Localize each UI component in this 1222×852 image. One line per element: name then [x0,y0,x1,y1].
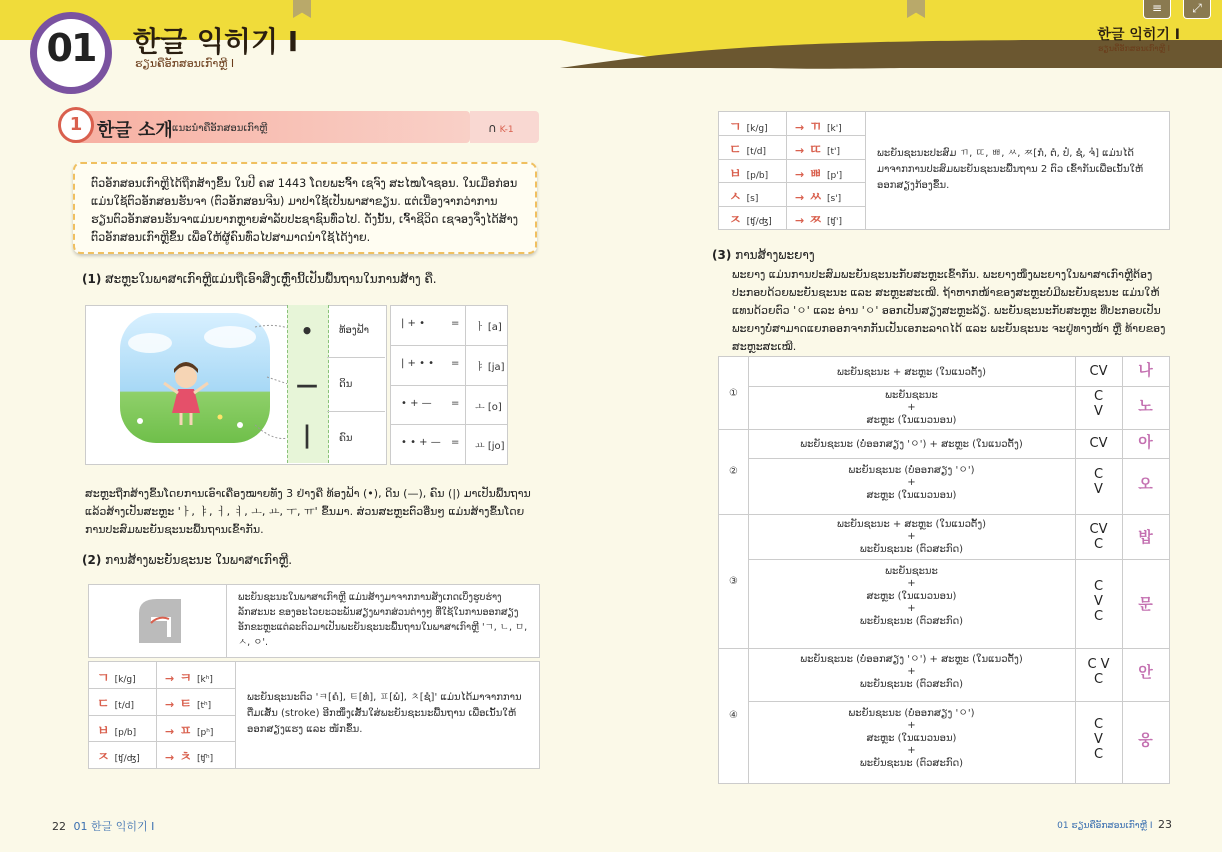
left-footer [52,818,154,834]
divider [391,385,507,386]
syllable-pattern [1075,389,1122,419]
divider [327,357,385,358]
right-page-title: 한글 익히기 I [1097,27,1180,43]
line: + [907,578,916,589]
derived-ipa: [ʧʰ] [196,754,214,764]
tense-description: ພະຍັນຊະນະປະສົມ ㄲ, ㄸ, ㅃ, ㅆ, ㅉ[ກໍ, ຕໍ, ປໍ, ຊໍ, ຈໍ] ແມ່ນໄດ້ມາຈາກການປະສົມພະຍັນຊະນະພື້ນຖານ 2 ຕົວ ເຂົ້າກັນເພື່ອເນັ້ນໃຫ້ອອກສຽງກ້ອງຂຶ້ນ. [877,148,1144,191]
combo-formula: | + • [401,318,426,329]
syllable-table [718,356,1170,784]
part2-number: (2) [82,553,102,567]
base-consonant: ㅈ [97,750,110,765]
audio-button[interactable] [488,121,514,135]
divider [748,559,1169,560]
syllable-description [748,463,1075,503]
line: ພະຍັນຊະນະ (ບໍ່ອອກສຽງ 'ㅇ') + ສະຫຼະ (ໃນແນວຕັ້ງ) [800,654,1023,665]
line: ສະຫຼະ (ໃນແນວນອນ) [866,490,957,501]
base-ipa: [k/g] [746,124,768,134]
arrow-icon: → [165,725,175,738]
group-number: ① [729,388,738,399]
consonant-row [97,746,140,765]
base-consonant: ㅂ [97,724,110,739]
syllable-pattern [1075,522,1122,552]
combo-result: ㅏ [a] [475,322,502,333]
derived-ipa: [p'] [826,171,843,181]
divider [719,514,1169,515]
footer-left-text: 01 한글 익히기 I [73,820,155,833]
derived-ipa: [pʰ] [196,728,214,738]
combo-result: ㅛ [jo] [475,441,505,452]
divider [719,206,865,207]
line: + [907,531,916,542]
consonant-row [165,693,211,712]
expand-icon[interactable]: ⤢ [1183,0,1211,19]
group-number: ③ [729,576,738,587]
pattern-cv: CV [1089,522,1108,537]
divider [226,585,227,657]
line: ສະຫຼະ (ໃນແນວນອນ) [866,591,957,602]
arrow-icon: → [795,121,805,134]
divider [719,159,865,160]
consonant-row [729,116,768,135]
right-footer [1010,818,1172,831]
consonant-row [97,667,136,686]
stroke-name-sky: ທ້ອງຟ້າ [339,325,369,336]
intro-box: ຕົວອັກສອນເກົາຫຼີໄດ້ຖືກສ້າງຂຶ້ນ ໃນປີ ຄສ 1443 ໂດຍພະຈົ້າ ເຊຈົງ ສະໄໝໂຈຊອນ. ໃນເມື່ອກ່ອນແມ່ນໃຊ້ຕົວອັກສອນຮັນຈາ (ຕົວອັກສອນຈີນ) ມາປາໃຊ້ເປັນພາສາຂຽນ. ແຕ່ເນື່ອງຈາກວ່າການຮຽນຕົວອັກສອນຮັນຈາແມ່ນຍາກຫຼາຍສຳລັບປະຊາຊົນທົ່ວໄປ. ດັ່ງນັ້ນ, ເຈົ້າຊີວິດ ເຊຈອງຈຶ່ງໄດ້ສ້າງຕົວອັກສອນເກົາຫຼີຂຶ້ນ ເພື່ອໃຫ້ຜູ້ຄົນທົ່ວໄປສາມາດນຳໃຊ້ໄດ້ງ່າຍ. [73,162,537,254]
derived-consonant: ㄲ [809,120,822,135]
pattern-c: C [1093,609,1104,624]
derived-consonant: ㅍ [179,724,192,739]
syllable-example: 아 [1138,433,1153,451]
divider [89,715,235,716]
arrow-icon: → [165,698,175,711]
pattern-c: C [1093,672,1104,687]
aspirated-table [88,661,540,769]
combo-formula: • • + — [401,437,441,448]
stroke-symbol-human: | [302,421,312,449]
part1-paragraph: ສະຫຼະຖືກສ້າງຂຶ້ນໂດຍການເອົາເຄື່ອງໝາຍທັງ 3 ຢ່າງຄື ທ້ອງຟ້າ (•), ດິນ (—), ຄົນ (|) ມາເປັນພື້ນຖານແລ້ວສ້າງເປັນສະຫຼະ 'ㅏ, ㅑ, ㅓ, ㅕ, ㅗ, ㅛ, ㅜ, ㅠ' ຂຶ້ນມາ. ສ່ວນສະຫຼະຕົວອື່ນໆ ແມ່ນສ້າງຂຶ້ນໂດຍການປະສົມພະຍັນຊະນະພື້ນຖານເຂົ້າກັນ. [85,487,531,536]
page-number-right: 23 [1158,818,1172,831]
aspirated-description: ພະຍັນຊະນະຕົວ 'ㅋ[ຄໍ], ㅌ[ທໍ], ㅍ[ພໍ], ㅊ[ຊໍ]' ແມ່ນໄດ້ມາຈາກການຕື່ມເສັ້ນ (stroke) ອີກໜຶ່ງເສັ້ນໃສ່ພະຍັນຊະນະພື້ນຖານ ເພື່ອເນັ້ນໃຫ້ອອກສຽງແຮງ ແລະ ໜັກຂຶ້ນ. [247,692,522,735]
divider [235,662,236,768]
line: ພະຍັນຊະນະ [885,390,938,401]
combo-eq: = [451,358,460,369]
pattern-v: V [1094,482,1103,497]
chapter-number: 01 [46,26,96,70]
syllable-description [748,652,1075,692]
divider [748,701,1169,702]
base-ipa: [ʧ/ʤ] [114,754,140,764]
pattern-v: V [1094,404,1103,419]
pattern-v: V [1094,594,1103,609]
headphones-icon: ∩ [488,121,497,135]
page-title: 한글 익히기 I [133,25,299,58]
base-ipa: [p/b] [114,728,137,738]
base-ipa: [k/g] [114,675,136,685]
derived-consonant: ㅋ [179,671,192,686]
combo-eq: = [451,318,460,329]
syllable-example: 나 [1138,361,1153,379]
divider [391,345,507,346]
divider [719,135,865,136]
base-consonant: ㄷ [97,697,110,712]
consonant-row [165,667,213,686]
base-ipa: [t/d] [114,701,134,711]
syllable-description: ພະຍັນຊະນະ + ສະຫຼະ (ໃນແນວຕັ້ງ) [836,367,987,378]
derived-consonant: ㅊ [179,750,192,765]
arrow-icon: → [165,672,175,685]
syllable-example: 노 [1138,397,1153,415]
footer-right-text: 01 ຮຽນຄືອັກສອນເກົາຫຼີ I [1057,821,1153,831]
combo-eq: = [451,437,460,448]
syllable-pattern [1075,579,1122,624]
part1-heading-text: ສະຫຼະໃນພາສາເກົາຫຼີແມ່ນຖືເອົາສິ່ງເຫຼົ່ານີ້ເປັນພື້ນຖານໃນການສ້າງ ຄື. [105,272,437,286]
consonant-row [795,209,842,228]
line: ພະຍັນຊະນະ (ຕົວສະກົດ) [859,544,964,555]
vowel-combo-table [390,305,508,465]
part1-number: (1) [82,272,102,286]
line: ພະຍັນຊະນະ (ຕົວສະກົດ) [859,616,964,627]
line: ພະຍັນຊະນະ + ສະຫຼະ (ໃນແນວຕັ້ງ) [836,519,987,530]
consonant-row [97,693,134,712]
line: ສະຫຼະ (ໃນແນວນອນ) [866,415,957,426]
syllable-description [748,564,1075,629]
stroke-name-earth: ດິນ [339,379,353,390]
syllable-example: 웅 [1138,731,1153,749]
section-subtitle: ແນະນຳຄືອັກສອນເກົາຫຼີ [172,123,268,134]
base-ipa: [s] [746,194,759,204]
part3-paragraph: ພະຍາງ ແມ່ນການປະສົມພະຍັນຊະນະກັບສະຫຼະເຂົ້າກັນ. ພະຍາງໜຶ່ງພະຍາງໃນພາສາເກົາຫຼີຕ້ອງປະກອບດ້ວຍພະຍັນຊະນະ ແລະ ສະຫຼະສະເໝີ. ຖ້າຫາກໜ້າຂອງສະຫຼະບໍ່ມີພະຍັນຊະນະ ແມ່ນໃຫ້ແທນດ້ວຍຕົວ 'ㅇ' ແລະ ອ່ານ 'ㅇ' ອອກເປັນສຽງສະຫຼະລ້ຽ. ພະຍັນຊະນະກັບສະຫຼະ ທີ່ປະກອບເປັນພະຍາງບໍ່ສາມາດແຍກອອກຈາກກັນເປັນເອກະລາດໄດ້ ແລະ ພະຍັນຊະນະ ຈະຢູ່ທາງໜ້າ ຫຼື ທ້າຍຂອງສະຫຼະສະເໝີ. [732,268,1166,353]
line: + [907,720,916,731]
arrow-icon: → [795,168,805,181]
consonant-row [795,186,841,205]
base-consonant: ㅅ [729,190,742,205]
consonant-row [795,139,840,158]
group-number: ④ [729,710,738,721]
consonant-row [165,720,213,739]
derived-consonant: ㅌ [179,697,192,712]
syllable-description: ພະຍັນຊະນະ (ບໍ່ອອກສຽງ 'ㅇ') + ສະຫຼະ (ໃນແນວຕັ້ງ) [800,439,1023,450]
consonant-row [729,186,758,205]
derived-ipa: [t'] [826,147,840,157]
arrow-icon: → [795,214,805,227]
tense-table [718,111,1170,230]
right-page-subtitle: ຮຽນຄືອັກສອນເກົາຫຼີ I [1097,44,1170,53]
stroke-list [287,305,385,463]
pattern-c: C [1093,717,1104,732]
section-title: 한글 소개 [97,120,173,141]
consonant-row [729,163,768,182]
syllable-pattern: CV [1089,436,1108,451]
derived-ipa: [tʰ] [196,701,212,711]
arrow-icon: → [795,144,805,157]
line: + [907,402,916,413]
divider [89,688,235,689]
line: ສະຫຼະ (ໃນແນວນອນ) [866,733,957,744]
section-number: 1 [58,107,94,143]
derived-ipa: [kʰ] [196,675,213,685]
base-ipa: [t/d] [746,147,766,157]
divider [748,458,1169,459]
divider [327,411,385,412]
pattern-c: C [1093,747,1104,762]
line: + [907,603,916,614]
line: + [907,666,916,677]
line: + [907,745,916,756]
articulation-description: ພະຍັນຊະນະໃນພາສາເກົາຫຼີ ແມ່ນສ້າງມາຈາກການສັງເກດເບິ່ງຮູບຮ່າງລັກສະນະ ຂອງອະໄວຍະວະພັນສຽງພາກສ່ວນຕ່າງໆ ທີ່ໃຊ້ໃນການອອກສຽງອັກຂະຫຼະແຕ່ລະຕົວມາເປັນພະຍັນຊະນະພື້ນຖານໃນພາສາເກົາຫຼີ 'ㄱ, ㄴ, ㅁ, ㅅ, ㅇ'. [238,592,528,648]
base-consonant: ㄱ [97,671,110,686]
line: ພະຍັນຊະນະ (ຕົວສະກົດ) [859,679,964,690]
syllable-pattern [1075,467,1122,497]
page-number-left: 22 [52,820,66,833]
base-ipa: [p/b] [746,171,769,181]
syllable-example: 오 [1138,475,1153,493]
consonant-row [729,139,766,158]
consonant-row [97,720,136,739]
consonant-row [165,746,213,765]
derived-ipa: [s'] [826,194,842,204]
base-consonant: ㄱ [729,120,742,135]
part2-heading [82,553,532,567]
syllable-description [748,706,1075,771]
derived-consonant: ㅉ [809,213,822,228]
pattern-c: C [1093,467,1104,482]
page-subtitle: ຮຽນຄືອັກສອນເກົາຫຼີ I [135,57,235,70]
base-consonant: ㅂ [729,167,742,182]
stroke-symbol-earth: — [296,373,318,398]
divider [786,112,787,229]
part3-number: (3) [712,248,732,262]
stroke-name-human: ຄົນ [339,433,353,444]
mouth-diagram-icon [129,593,189,649]
line: ພະຍັນຊະນະ (ບໍ່ອອກສຽງ 'ㅇ') [848,465,975,476]
line: ພະຍັນຊະນະ [885,566,938,577]
arrow-icon: → [165,751,175,764]
syllable-pattern: CV [1089,364,1108,379]
consonant-row [795,116,842,135]
arrow-icon: → [795,191,805,204]
articulation-box [88,584,540,658]
base-ipa: [ʧ/ʤ] [746,217,772,227]
syllable-pattern [1075,717,1122,762]
line: + [907,477,916,488]
divider [1122,357,1123,783]
stroke-symbol-sky: • [300,319,314,343]
base-consonant: ㄷ [729,143,742,158]
derived-ipa: [k'] [826,124,842,134]
pattern-c: C [1093,389,1104,404]
line: ພະຍັນຊະນະ (ບໍ່ອອກສຽງ 'ㅇ') [848,708,975,719]
divider [89,741,235,742]
divider [719,648,1169,649]
pattern-c: C [1093,537,1104,552]
divider [748,386,1169,387]
combo-result: ㅑ [ja] [475,362,505,373]
group-number: ② [729,466,738,477]
part3-heading [712,248,1162,262]
syllable-description [748,388,1075,428]
divider [719,429,1169,430]
derived-consonant: ㅆ [809,190,822,205]
derived-consonant: ㅃ [809,167,822,182]
syllable-example: 문 [1138,595,1153,613]
syllable-pattern [1075,657,1122,687]
combo-formula: • + — [401,398,432,409]
girl-illustration [120,313,270,443]
derived-consonant: ㄸ [809,143,822,158]
derived-ipa: [ʧ'] [826,217,842,227]
base-consonant: ㅈ [729,213,742,228]
pattern-v: V [1094,732,1103,747]
part2-heading-text: ການສ້າງພະຍັນຊະນະ ໃນພາສາເກົາຫຼີ. [105,553,293,567]
syllable-example: 안 [1138,663,1153,681]
syllable-description [748,517,1075,557]
line: ພະຍັນຊະນະ (ຕົວສະກົດ) [859,758,964,769]
audio-label: K-1 [499,125,514,135]
syllable-example: 밥 [1138,528,1153,546]
divider [391,424,507,425]
divider [865,112,866,229]
consonant-row [795,163,842,182]
consonant-row [729,209,772,228]
pattern-cv: C V [1087,657,1110,672]
combo-formula: | + • • [401,358,435,369]
pattern-c: C [1093,579,1104,594]
divider [719,182,865,183]
part1-heading [82,272,532,286]
menu-icon[interactable]: ≡ [1143,0,1171,19]
combo-result: ㅗ [o] [475,402,502,413]
combo-eq: = [451,398,460,409]
part3-heading-text: ການສ້າງພະຍາງ [735,248,815,262]
